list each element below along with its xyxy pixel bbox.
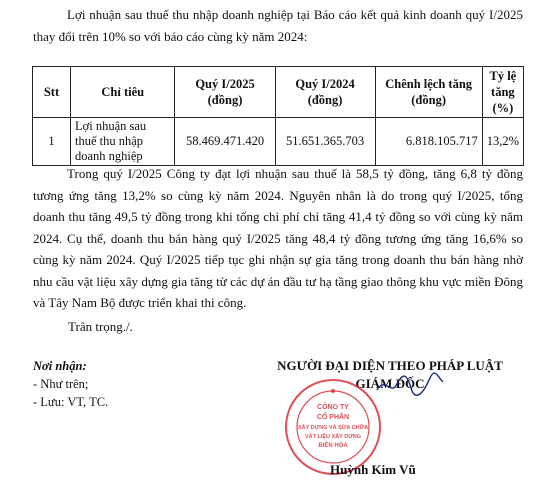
col-q1-2025: Quý I/2025 (đồng) (175, 67, 275, 118)
cell-difference: 6.818.105.717 (375, 118, 482, 166)
seal-line: VẬT LIỆU XÂY DỰNG (304, 434, 362, 440)
col-growth-rate: Tỷ lệ tăng (%) (482, 67, 523, 118)
explanation-paragraph: Trong quý I/2025 Công ty đạt lợi nhuận sau thuế là 58,5 tỷ đồng, tăng 6,8 tỷ đồng tương ứng tăng 13,2% so cùng kỳ năm 2024. Nguyên nhân là do trong quý I/2025, tổng doanh thu tăng 49,5 tỷ đồng trong khi tổng chi phí chỉ tăng 41,4 tỷ đồng so với cùng kỳ năm 2024. Cụ thể, doanh thu bán hàng quý I/2025 tăng 48,4 tỷ đồng tương ứng tăng 16,6% so cùng kỳ năm 2024. Quý I/2025 tiếp tục ghi nhận sự gia tăng trong doanh thu bán hàng nhờ nhu cầu vật liệu xây dựng gia tăng từ các dự án đầu tư hạ tầng giao thông khu vực miền Đông và Tây Nam Bộ được triển khai thi công. (33, 166, 523, 310)
closing-text: Trân trọng./. (68, 319, 133, 334)
recipient-item: - Lưu: VT, TC. (33, 395, 109, 409)
recipients-block (33, 357, 108, 411)
cell-indicator: Lợi nhuận sau thuế thu nhập doanh nghiệp (70, 118, 175, 166)
handwritten-signature-icon (375, 370, 445, 398)
seal-line: XÂY DỰNG VÀ SỬA CHỮA (297, 425, 369, 431)
cell-stt: 1 (33, 118, 71, 166)
intro-paragraph: Lợi nhuận sau thuế thu nhập doanh nghiệp tại Báo cáo kết quả kinh doanh quý I/2025 thay đổi trên 10% so với báo cáo cùng kỳ năm 2024: (33, 7, 523, 44)
col-q1-2024: Quý I/2024 (đồng) (275, 67, 375, 118)
col-indicator: Chỉ tiêu (70, 67, 175, 118)
table-header-row (33, 67, 524, 118)
col-difference: Chênh lệch tăng (đồng) (375, 67, 482, 118)
signature-position: GIÁM ĐỐC (355, 376, 425, 391)
table-row (33, 118, 524, 166)
recipient-item: - Như trên; (33, 377, 89, 391)
signature-role: NGƯỜI ĐẠI DIỆN THEO PHÁP LUẬT (277, 358, 503, 373)
col-stt: Stt (33, 67, 71, 118)
signer-name: Huỳnh Kim Vũ (330, 462, 416, 477)
cell-q1-2025: 58.469.471.420 (175, 118, 275, 166)
seal-line: BIÊN HÒA (318, 443, 348, 449)
seal-line: CỔ PHẦN (316, 414, 350, 421)
profit-table (32, 66, 524, 166)
recipients-title: Nơi nhận: (33, 359, 87, 373)
cell-q1-2024: 51.651.365.703 (275, 118, 375, 166)
seal-line: CÔNG TY (317, 404, 349, 411)
cell-growth-rate: 13,2% (482, 118, 523, 166)
